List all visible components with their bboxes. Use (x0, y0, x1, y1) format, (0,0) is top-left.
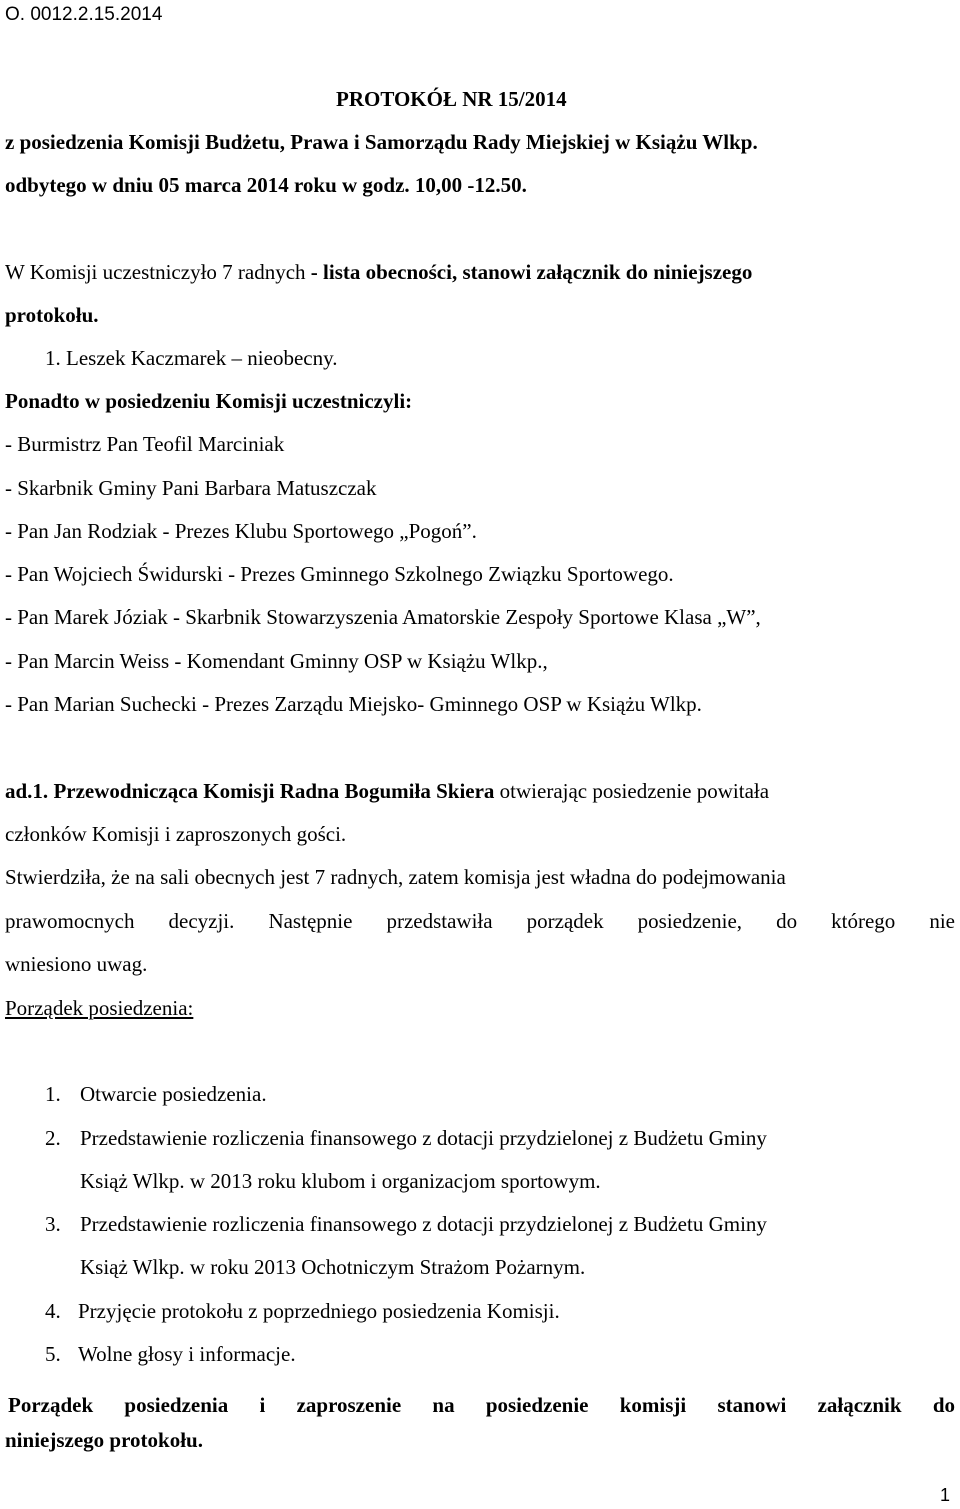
agenda-item: Wolne głosy i informacje. (78, 1342, 296, 1366)
attendance-paragraph (5, 259, 752, 285)
ad1-paragraph (5, 778, 769, 804)
guest-item: - Skarbnik Gminy Pani Barbara Matuszczak (5, 476, 377, 500)
ad1-text-cont: członków Komisji i zaproszonych gości. (5, 822, 347, 846)
meeting-subject: z posiedzenia Komisji Budżetu, Prawa i Samorządu Rady Miejskiej w Książu Wlkp. (5, 130, 758, 154)
agenda-item-number: 1. (45, 1082, 61, 1106)
guests-heading: Ponadto w posiedzeniu Komisji uczestniczyli: (5, 389, 413, 413)
attendance-text: W Komisji uczestniczyło 7 radnych (5, 260, 311, 284)
agenda-item: Otwarcie posiedzenia. (80, 1082, 267, 1106)
agenda-item: Przedstawienie rozliczenia finansowego z dotacji przydzielonej z Budżetu Gminy (80, 1212, 767, 1236)
quorum-statement: Stwierdziła, że na sali obecnych jest 7 radnych, zatem komisja jest władna do podejmowania (5, 865, 786, 889)
agenda-item-number: 2. (45, 1126, 61, 1150)
quorum-statement-cont: prawomocnych decyzji. Następnie przedstawiła porządek posiedzenie, do którego nie (5, 909, 955, 933)
ad1-text: otwierając posiedzenie powitała (494, 779, 770, 803)
guest-item: - Pan Marcin Weiss - Komendant Gminny OSP w Książu Wlkp., (5, 649, 548, 673)
guest-item: - Pan Marian Suchecki - Prezes Zarządu Miejsko- Gminnego OSP w Książu Wlkp. (5, 692, 702, 716)
agenda-item: Przedstawienie rozliczenia finansowego z dotacji przydzielonej z Budżetu Gminy (80, 1126, 767, 1150)
agenda-item-cont: Książ Wlkp. w 2013 roku klubom i organizacjom sportowym. (80, 1169, 601, 1193)
document-code: O. 0012.2.15.2014 (5, 4, 163, 25)
guest-item: - Burmistrz Pan Teofil Marciniak (5, 432, 285, 456)
agenda-item-number: 4. (45, 1299, 61, 1323)
agenda-item: Przyjęcie protokołu z poprzedniego posiedzenia Komisji. (78, 1299, 560, 1323)
agenda-heading: Porządek posiedzenia: (5, 996, 194, 1020)
attendance-note: - lista obecności, stanowi załącznik do niniejszego (310, 260, 753, 284)
meeting-date: odbytego w dniu 05 marca 2014 roku w godz. 10,00 -12.50. (5, 173, 527, 197)
agenda-item-cont: Książ Wlkp. w roku 2013 Ochotniczym Strażom Pożarnym. (80, 1255, 586, 1279)
quorum-statement-end: wniesiono uwag. (5, 952, 148, 976)
ad1-label: ad.1. (5, 779, 49, 803)
guest-item: - Pan Wojciech Świdurski - Prezes Gminnego Szkolnego Związku Sportowego. (5, 562, 674, 586)
closing-statement-end: niniejszego protokołu. (5, 1428, 203, 1452)
protocol-title: PROTOKÓŁ NR 15/2014 (336, 87, 567, 111)
closing-statement: Porządek posiedzenia i zaproszenie na posiedzenie komisji stanowi załącznik do (8, 1393, 955, 1417)
agenda-item-number: 3. (45, 1212, 61, 1236)
guest-item: - Pan Marek Józiak - Skarbnik Stowarzyszenia Amatorskie Zespoły Sportowe Klasa „W”, (5, 605, 761, 629)
guest-item: - Pan Jan Rodziak - Prezes Klubu Sportowego „Pogoń”. (5, 519, 477, 543)
attendance-note-end: protokołu. (5, 303, 99, 327)
agenda-item-number: 5. (45, 1342, 61, 1366)
absent-member: 1. Leszek Kaczmarek – nieobecny. (45, 346, 338, 370)
page-number: 1 (940, 1485, 951, 1505)
chairperson-name: Przewodnicząca Komisji Radna Bogumiła Skiera (48, 779, 495, 803)
